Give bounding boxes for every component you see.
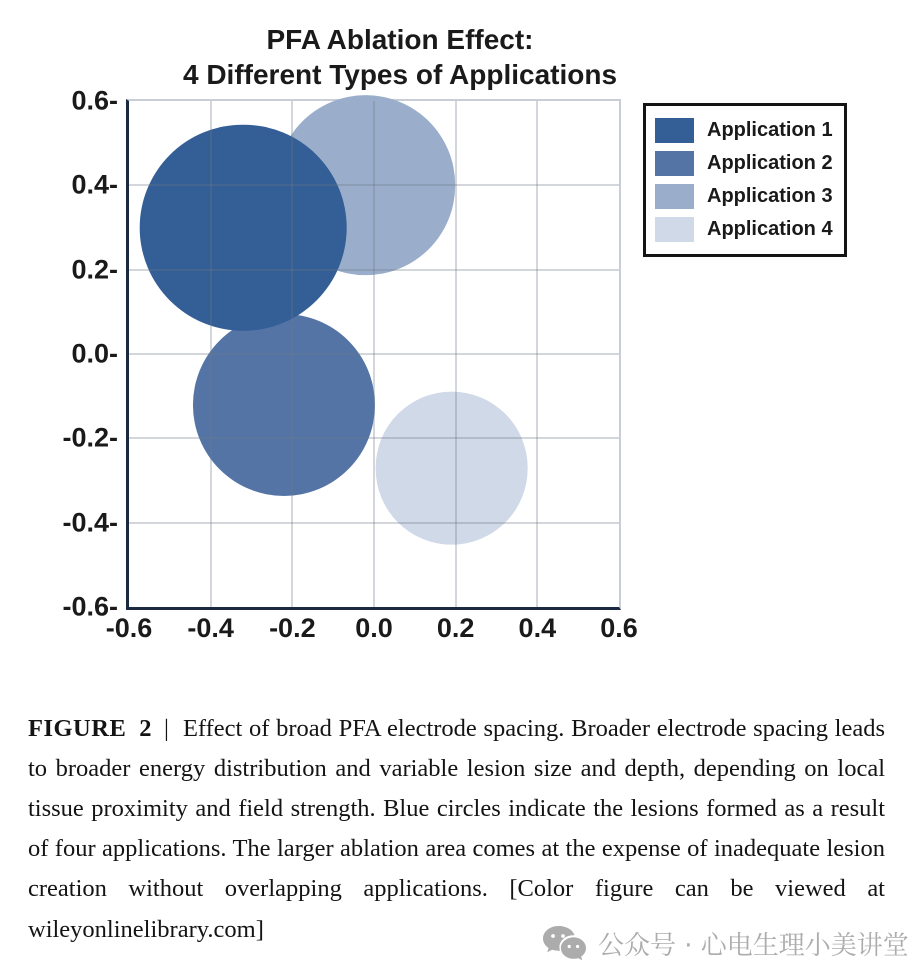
y-tick-label: -0.6-: [62, 591, 118, 622]
legend-swatch-application-2: [655, 151, 694, 176]
y-tick-label: 0.0-: [71, 338, 118, 369]
legend: [643, 103, 847, 257]
legend-label: Application 3: [707, 185, 833, 207]
y-tick-label: -0.4-: [62, 507, 118, 538]
legend-swatch-application-4: [655, 217, 694, 242]
caption-number: 2: [139, 714, 153, 742]
x-tick-label: 0.2: [436, 613, 475, 643]
bubble-application-2: [193, 314, 375, 496]
y-tick-label: -0.2-: [62, 422, 118, 453]
legend-item-application-2: [655, 151, 844, 176]
gridline-horizontal: [129, 522, 619, 524]
caption-text: Effect of broad PFA electrode spacing. Broader electrode spacing leads to broader energy distribution and variable lesion size and depth, depending on local tissue proximity and field strength. Blue circles indicate the lesions formed as a result of four applications. The larger ablation area comes at the expense of inadequate lesion creation without overlapping applications. [Color figure can be viewed at wileyonlinelibrary.com]: [28, 714, 885, 943]
x-tick-label: -0.2: [269, 613, 316, 643]
caption-label: FIGURE: [28, 714, 127, 742]
x-axis-tick-labels: [105, 613, 638, 653]
bubble-application-1: [140, 124, 347, 331]
legend-swatch-application-1: [655, 118, 694, 143]
watermark-text: 公众号 · 心电生理小美讲堂: [598, 930, 909, 961]
y-tick-label: 0.4-: [71, 169, 118, 200]
gridline-horizontal: [129, 437, 619, 439]
gridline-horizontal: [129, 269, 619, 271]
chart-title-line2: 4 Different Types of Applications: [182, 59, 618, 90]
chart-title-line1: PFA Ablation Effect:: [266, 24, 534, 55]
legend-item-application-1: [655, 118, 844, 143]
y-tick-label: 0.6-: [71, 85, 118, 116]
legend-label: Application 1: [707, 119, 833, 141]
x-tick-label: 0.6: [600, 613, 638, 643]
legend-label: Application 2: [707, 152, 833, 174]
gridline-horizontal: [129, 353, 619, 355]
legend-item-application-4: [655, 217, 844, 242]
legend-swatch-application-3: [655, 184, 694, 209]
y-axis-tick-labels: [0, 85, 118, 622]
wechat-icon: [541, 924, 587, 962]
legend-item-application-3: [655, 184, 844, 209]
legend-label: Application 4: [707, 218, 833, 240]
figure-caption: [28, 709, 885, 950]
x-tick-label: -0.4: [187, 613, 234, 643]
x-tick-label: 0.0: [355, 613, 393, 643]
x-tick-label: 0.4: [518, 613, 557, 643]
watermark: [541, 924, 909, 962]
chart-title: [60, 22, 740, 92]
plot-area: [126, 99, 621, 610]
y-tick-label: 0.2-: [71, 254, 118, 285]
gridline-horizontal: [129, 184, 619, 186]
x-tick-label: -0.6: [105, 613, 153, 643]
caption-separator: |: [164, 714, 169, 742]
